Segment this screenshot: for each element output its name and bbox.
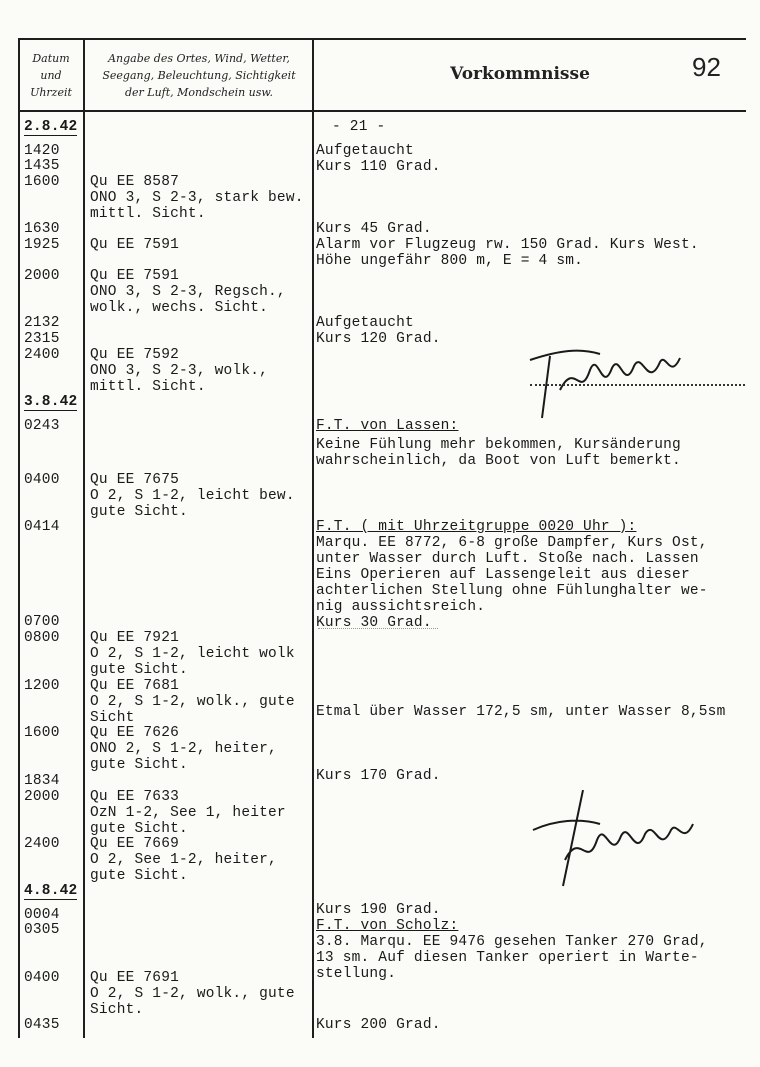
date-text: 3.8.42 bbox=[24, 394, 78, 410]
event-line: Aufgetaucht bbox=[316, 143, 414, 159]
place-line: Qu EE 7626 bbox=[90, 725, 180, 741]
header-place bbox=[86, 50, 312, 101]
place-line: O 2, S 1-2, leicht bew. bbox=[90, 488, 295, 504]
place-entry bbox=[90, 174, 304, 222]
header-rule bbox=[18, 110, 746, 112]
time-text: 0243 bbox=[24, 418, 60, 434]
place-entry bbox=[90, 970, 295, 1018]
event-entry bbox=[316, 437, 681, 469]
time-text: 1630 bbox=[24, 221, 60, 237]
top-rule bbox=[18, 38, 746, 40]
event-line: 13 sm. Auf diesen Tanker operiert in Warte- bbox=[316, 950, 699, 966]
time-label bbox=[24, 678, 60, 694]
event-line: achterlichen Stellung ohne Fühlunghalter we- bbox=[316, 583, 708, 599]
place-entry bbox=[90, 237, 179, 253]
event-line: Kurs 120 Grad. bbox=[316, 331, 441, 347]
place-line: gute Sicht. bbox=[90, 757, 188, 773]
event-line: stellung. bbox=[316, 966, 397, 982]
time-text: 2400 bbox=[24, 347, 60, 363]
header-time-line: Datum bbox=[32, 52, 70, 65]
place-entry bbox=[90, 725, 277, 773]
event-entry bbox=[316, 143, 441, 175]
place-entry bbox=[90, 630, 295, 678]
event-line: Kurs 190 Grad. bbox=[316, 902, 441, 918]
time-text: 1834 bbox=[24, 773, 60, 789]
header-events: Vorkommnisse bbox=[450, 64, 590, 84]
dotted-guide bbox=[530, 384, 745, 386]
place-line: wolk., wechs. Sicht. bbox=[90, 300, 269, 316]
time-text: 0700 bbox=[24, 614, 60, 630]
column-divider-2 bbox=[312, 38, 314, 1038]
place-line: ONO 2, S 1-2, heiter, bbox=[90, 741, 277, 757]
place-entry bbox=[90, 347, 268, 395]
place-line: Qu EE 7591 bbox=[90, 268, 180, 284]
time-text: 1420 bbox=[24, 143, 60, 159]
time-label bbox=[24, 418, 60, 434]
event-line: 3.8. Marqu. EE 9476 gesehen Tanker 270 Grad, bbox=[316, 934, 708, 950]
event-line: unter Wasser durch Luft. Stoße nach. Lassen bbox=[316, 551, 699, 567]
place-line: gute Sicht. bbox=[90, 868, 188, 884]
place-line: Qu EE 7591 bbox=[90, 237, 180, 253]
header-time-line: und bbox=[40, 69, 62, 82]
place-line: Qu EE 7592 bbox=[90, 347, 180, 363]
place-line: O 2, See 1-2, heiter, bbox=[90, 852, 277, 868]
time-text: 2000 bbox=[24, 789, 60, 805]
event-line: Kurs 30 Grad. bbox=[316, 615, 432, 631]
event-line: Marqu. EE 8772, 6-8 große Dampfer, Kurs Ost, bbox=[316, 535, 708, 551]
event-line: Alarm vor Flugzeug rw. 150 Grad. Kurs West. bbox=[316, 237, 699, 253]
time-label bbox=[24, 143, 60, 159]
time-text: 0800 bbox=[24, 630, 60, 646]
time-label bbox=[24, 773, 60, 789]
place-entry bbox=[90, 472, 295, 520]
event-entry bbox=[316, 768, 441, 784]
time-label bbox=[24, 331, 60, 347]
time-text: 0004 bbox=[24, 907, 60, 923]
time-text: 0414 bbox=[24, 519, 60, 535]
time-text: 0305 bbox=[24, 922, 60, 938]
place-line: O 2, S 1-2, wolk., gute bbox=[90, 986, 295, 1002]
event-line: nig aussichtsreich. bbox=[316, 599, 486, 615]
time-label bbox=[24, 725, 60, 741]
time-label bbox=[24, 970, 60, 986]
time-text: 1435 bbox=[24, 158, 60, 174]
place-line: Sicht. bbox=[90, 1002, 144, 1018]
time-text: 1925 bbox=[24, 237, 60, 253]
header-place-line: der Luft, Mondschein usw. bbox=[124, 86, 274, 99]
time-text: 2400 bbox=[24, 836, 60, 852]
time-label bbox=[24, 174, 60, 190]
place-line: O 2, S 1-2, leicht wolk bbox=[90, 646, 295, 662]
date-label bbox=[24, 883, 77, 899]
date-label bbox=[24, 119, 77, 135]
place-entry bbox=[90, 836, 277, 884]
time-text: 0400 bbox=[24, 472, 60, 488]
time-label bbox=[24, 1017, 60, 1033]
place-line: Qu EE 7633 bbox=[90, 789, 180, 805]
place-line: mittl. Sicht. bbox=[90, 206, 206, 222]
event-line: F.T. ( mit Uhrzeitgruppe 0020 Uhr ): bbox=[316, 519, 637, 535]
place-line: Qu EE 7681 bbox=[90, 678, 180, 694]
place-entry bbox=[90, 789, 286, 837]
time-label bbox=[24, 221, 60, 237]
place-line: Qu EE 7669 bbox=[90, 836, 180, 852]
place-line: Qu EE 8587 bbox=[90, 174, 180, 190]
header-place-line: Seegang, Beleuchtung, Sichtigkeit bbox=[102, 69, 296, 82]
time-label bbox=[24, 519, 60, 535]
time-text: 1200 bbox=[24, 678, 60, 694]
place-line: gute Sicht. bbox=[90, 504, 188, 520]
date-label bbox=[24, 394, 77, 410]
time-label bbox=[24, 614, 60, 630]
place-entry bbox=[90, 678, 295, 726]
time-label bbox=[24, 315, 60, 331]
page-number: 92 bbox=[692, 52, 721, 82]
time-label bbox=[24, 922, 60, 938]
time-text: 1600 bbox=[24, 174, 60, 190]
time-label bbox=[24, 907, 60, 923]
place-line: mittl. Sicht. bbox=[90, 379, 206, 395]
event-line: F.T. von Scholz: bbox=[316, 918, 459, 934]
event-line: Kurs 170 Grad. bbox=[316, 768, 441, 784]
event-entry bbox=[316, 535, 708, 631]
event-line: wahrscheinlich, da Boot von Luft bemerkt. bbox=[316, 453, 681, 469]
signature-1 bbox=[520, 340, 700, 420]
time-label bbox=[24, 237, 60, 253]
header-place-line: Angabe des Ortes, Wind, Wetter, bbox=[108, 52, 290, 65]
time-label bbox=[24, 472, 60, 488]
place-line: Sicht bbox=[90, 710, 135, 726]
time-text: 0435 bbox=[24, 1017, 60, 1033]
time-text: 2315 bbox=[24, 331, 60, 347]
time-label bbox=[24, 630, 60, 646]
event-line: Kurs 110 Grad. bbox=[316, 159, 441, 175]
time-label bbox=[24, 789, 60, 805]
place-line: ONO 3, S 2-3, stark bew. bbox=[90, 190, 304, 206]
place-line: Qu EE 7691 bbox=[90, 970, 180, 986]
event-entry bbox=[316, 934, 708, 982]
event-line: Aufgetaucht bbox=[316, 315, 414, 331]
event-line: Kurs 45 Grad. bbox=[316, 221, 432, 237]
event-line: F.T. von Lassen: bbox=[316, 418, 459, 434]
place-entry bbox=[90, 268, 286, 316]
place-line: Qu EE 7921 bbox=[90, 630, 180, 646]
place-line: ONO 3, S 2-3, wolk., bbox=[90, 363, 269, 379]
time-label bbox=[24, 268, 60, 284]
event-entry bbox=[316, 902, 441, 918]
event-line: Eins Operieren auf Lassengeleit aus dieser bbox=[316, 567, 690, 583]
time-text: 1600 bbox=[24, 725, 60, 741]
left-border bbox=[18, 38, 20, 1038]
event-entry bbox=[316, 918, 458, 934]
time-text: 2000 bbox=[24, 268, 60, 284]
event-line: Etmal über Wasser 172,5 sm, unter Wasser 8,5sm bbox=[316, 704, 726, 720]
column-divider-1 bbox=[83, 38, 85, 1038]
event-line: Höhe ungefähr 800 m, E = 4 sm. bbox=[316, 253, 584, 269]
header-time bbox=[20, 50, 82, 101]
place-line: ONO 3, S 2-3, Regsch., bbox=[90, 284, 286, 300]
event-entry bbox=[316, 704, 725, 720]
event-entry bbox=[316, 221, 699, 269]
event-line: - 21 - bbox=[332, 119, 386, 135]
place-line: OzN 1-2, See 1, heiter bbox=[90, 805, 286, 821]
signature-2 bbox=[525, 790, 705, 890]
time-text: 0400 bbox=[24, 970, 60, 986]
time-label bbox=[24, 158, 60, 174]
date-text: 4.8.42 bbox=[24, 883, 78, 899]
place-line: gute Sicht. bbox=[90, 821, 188, 837]
time-label bbox=[24, 347, 60, 363]
event-line: Kurs 200 Grad. bbox=[316, 1017, 441, 1033]
dotted-guide bbox=[318, 628, 438, 629]
event-entry bbox=[316, 519, 636, 535]
event-line: Keine Fühlung mehr bekommen, Kursänderung bbox=[316, 437, 681, 453]
place-line: gute Sicht. bbox=[90, 662, 188, 678]
event-entry bbox=[332, 119, 385, 135]
event-entry bbox=[316, 418, 458, 434]
time-label bbox=[24, 836, 60, 852]
place-line: Qu EE 7675 bbox=[90, 472, 180, 488]
date-text: 2.8.42 bbox=[24, 119, 78, 135]
time-text: 2132 bbox=[24, 315, 60, 331]
place-line: O 2, S 1-2, wolk., gute bbox=[90, 694, 295, 710]
event-entry bbox=[316, 315, 441, 347]
event-entry bbox=[316, 1017, 441, 1033]
header-time-line: Uhrzeit bbox=[30, 86, 72, 99]
